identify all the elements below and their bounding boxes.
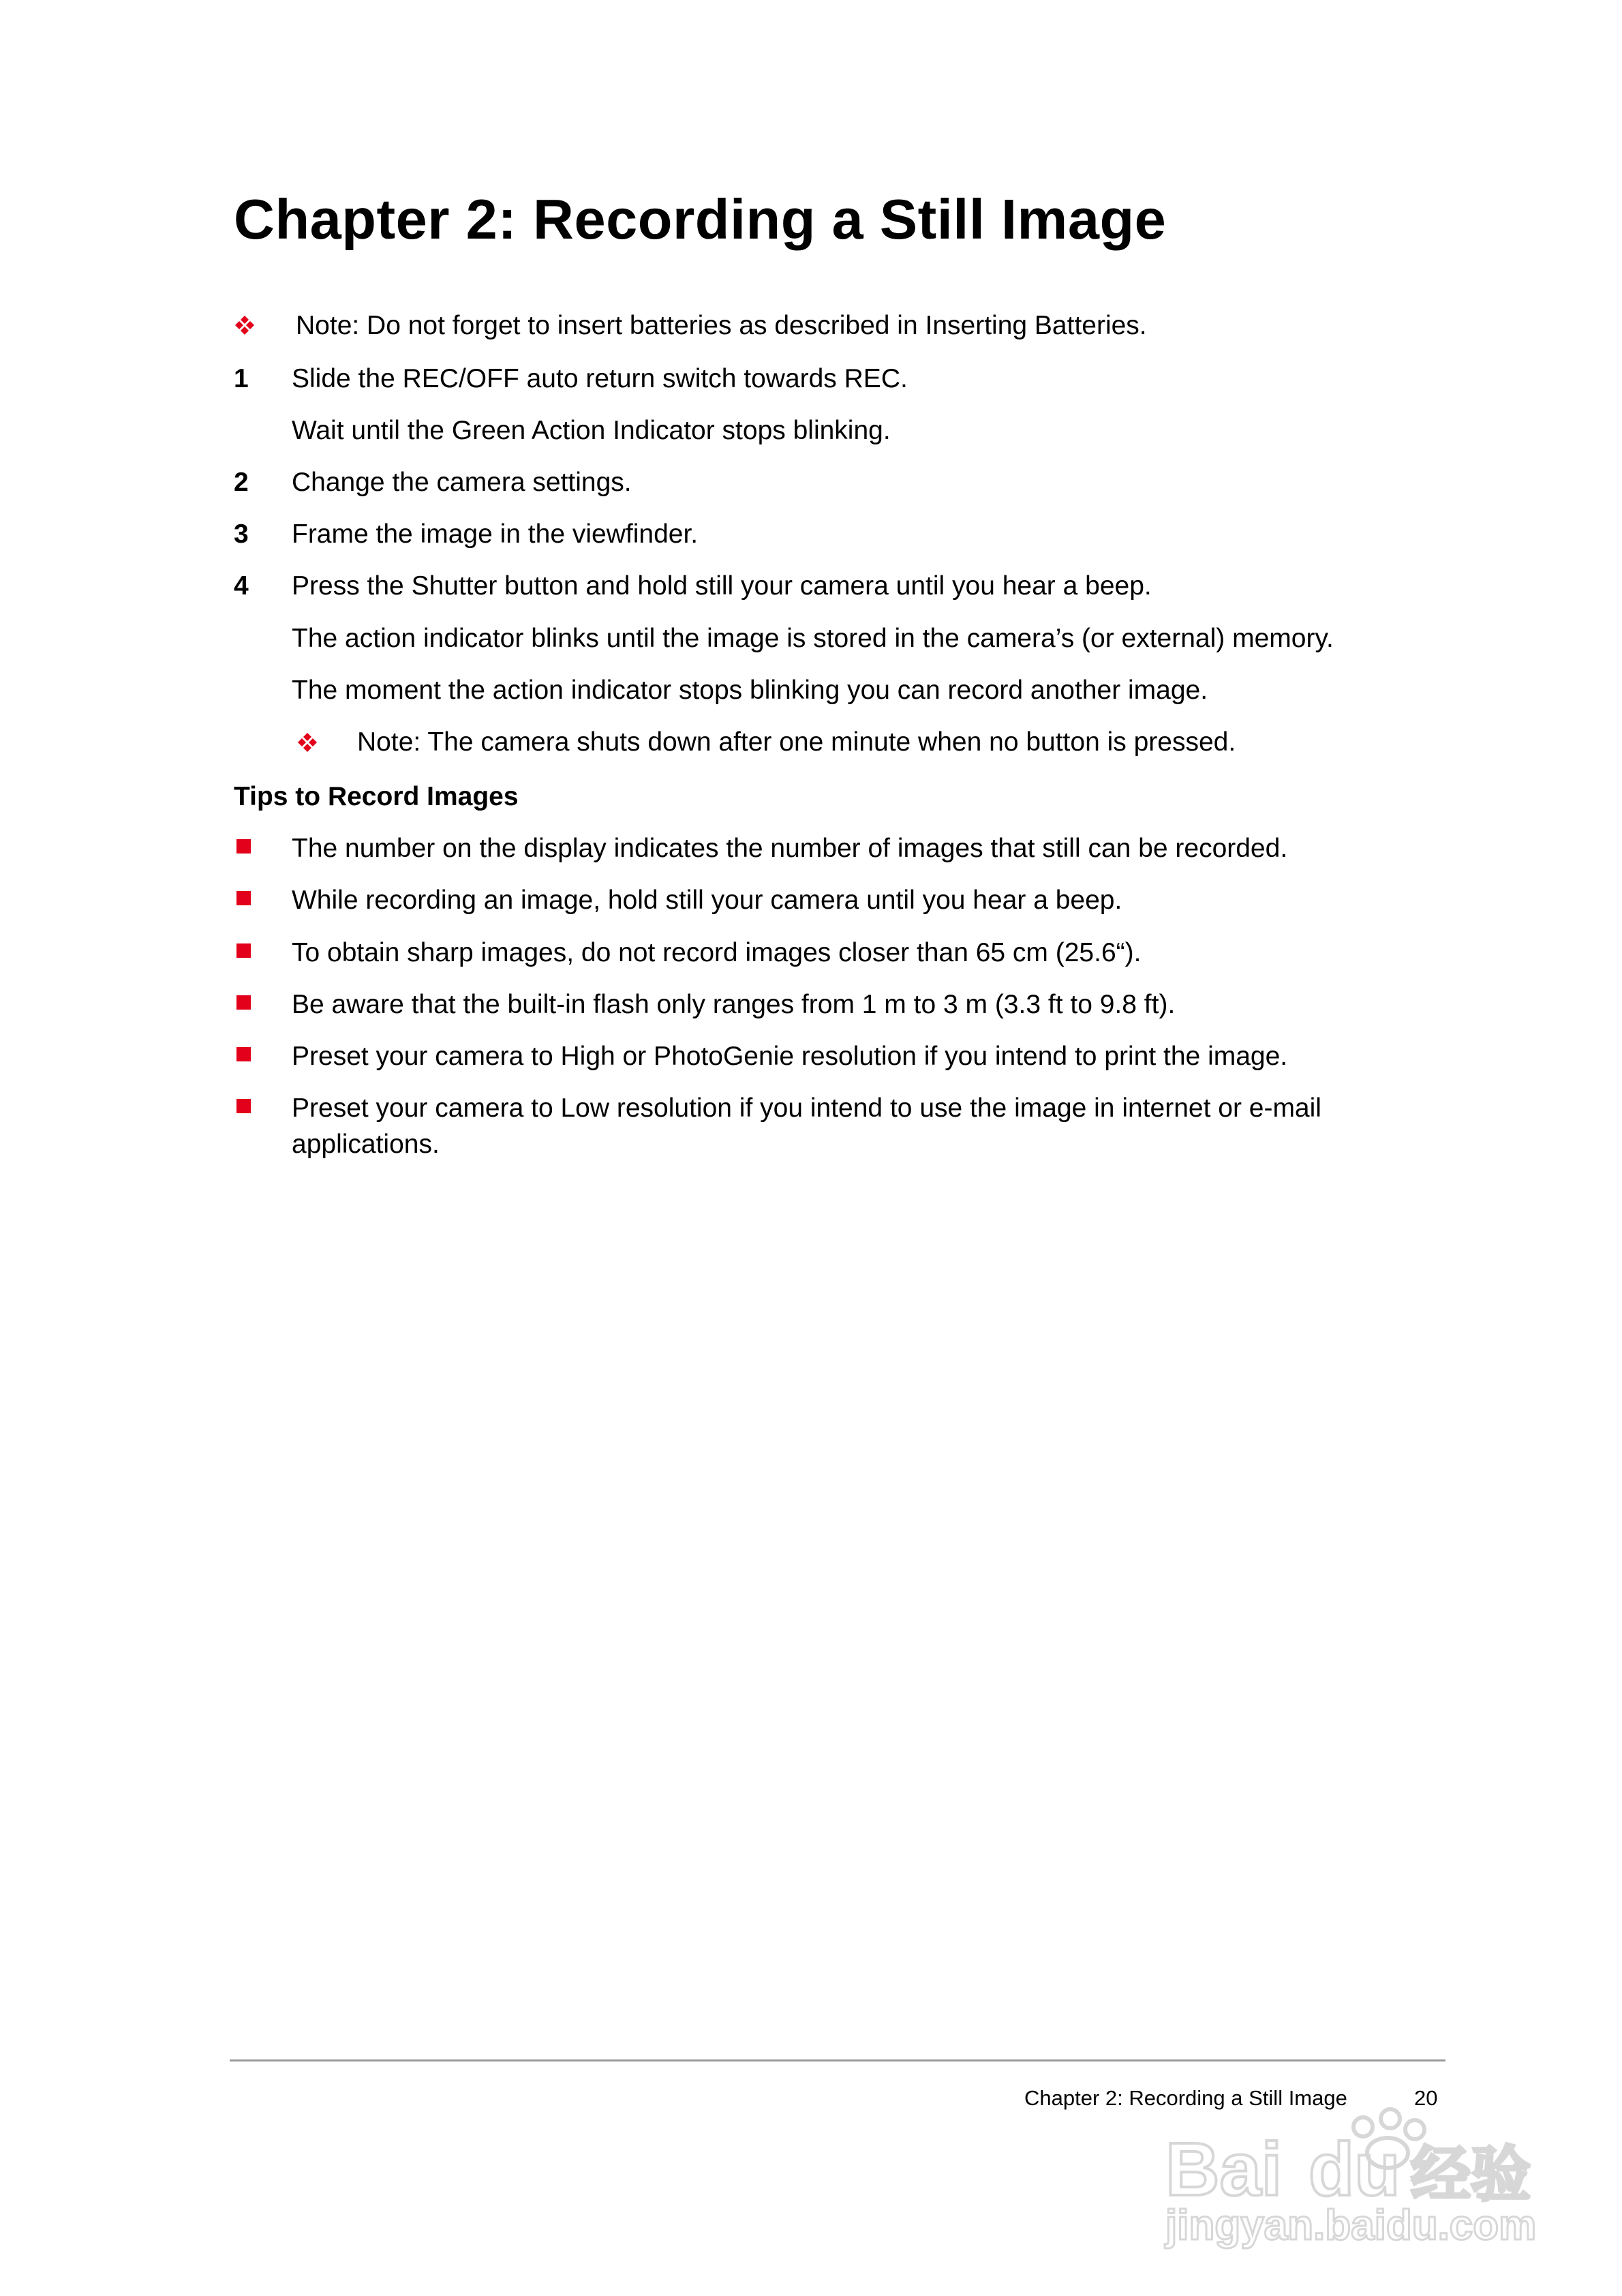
footer-divider: [230, 2059, 1445, 2061]
step-text: Slide the REC/OFF auto return switch towards REC.: [292, 364, 908, 393]
four-diamond-icon: [297, 732, 318, 753]
step-number: 3: [234, 519, 249, 549]
step-text: Frame the image in the viewfinder.: [292, 519, 699, 549]
page-number: 20: [1414, 2086, 1438, 2110]
red-square-icon: [236, 891, 251, 905]
step-number: 2: [234, 468, 249, 497]
svg-text:经验: 经验: [1411, 2139, 1531, 2209]
red-square-icon: [236, 1047, 251, 1061]
tip-item: Be aware that the built-in flash only ranges from 1 m to 3 m (3.3 ft to 9.8 ft).: [292, 990, 1176, 1019]
step-text: The moment the action indicator stops blinking you can record another image.: [292, 676, 1208, 705]
note-shutdown: Note: The camera shuts down after one minute when no button is pressed.: [357, 727, 1236, 757]
section-heading: Tips to Record Images: [234, 782, 519, 811]
tip-item: While recording an image, hold still your camera until you hear a beep.: [292, 886, 1122, 915]
page-title: Chapter 2: Recording a Still Image: [234, 187, 1167, 251]
tip-item-continuation: applications.: [292, 1130, 440, 1159]
tip-item: Preset your camera to Low resolution if you intend to use the image in internet or e-mail: [292, 1093, 1321, 1123]
step-number: 1: [234, 364, 249, 393]
step-text: The action indicator blinks until the image is stored in the camera’s (or external) memory.: [292, 624, 1334, 653]
red-square-icon: [236, 943, 251, 958]
step-text: Wait until the Green Action Indicator stops blinking.: [292, 416, 891, 445]
svg-text:du: du: [1309, 2128, 1401, 2211]
tip-item: To obtain sharp images, do not record images closer than 65 cm (25.6“).: [292, 938, 1142, 967]
svg-text:Bai: Bai: [1165, 2128, 1283, 2211]
red-square-icon: [236, 839, 251, 854]
step-number: 4: [234, 571, 249, 601]
red-square-icon: [236, 995, 251, 1010]
svg-text:jingyan.baidu.com: jingyan.baidu.com: [1165, 2202, 1537, 2249]
tip-item: The number on the display indicates the number of images that still can be recorded.: [292, 834, 1288, 863]
note-batteries: Note: Do not forget to insert batteries as described in Inserting Batteries.: [296, 311, 1147, 340]
tip-item: Preset your camera to High or PhotoGenie resolution if you intend to print the image.: [292, 1042, 1288, 1071]
red-square-icon: [236, 1099, 251, 1113]
baidu-jingyan-watermark: [1159, 2100, 1540, 2250]
four-diamond-icon: [234, 315, 255, 335]
step-text: Change the camera settings.: [292, 468, 632, 497]
footer-chapter: Chapter 2: Recording a Still Image: [1024, 2086, 1347, 2110]
step-text: Press the Shutter button and hold still your camera until you hear a beep.: [292, 571, 1152, 601]
